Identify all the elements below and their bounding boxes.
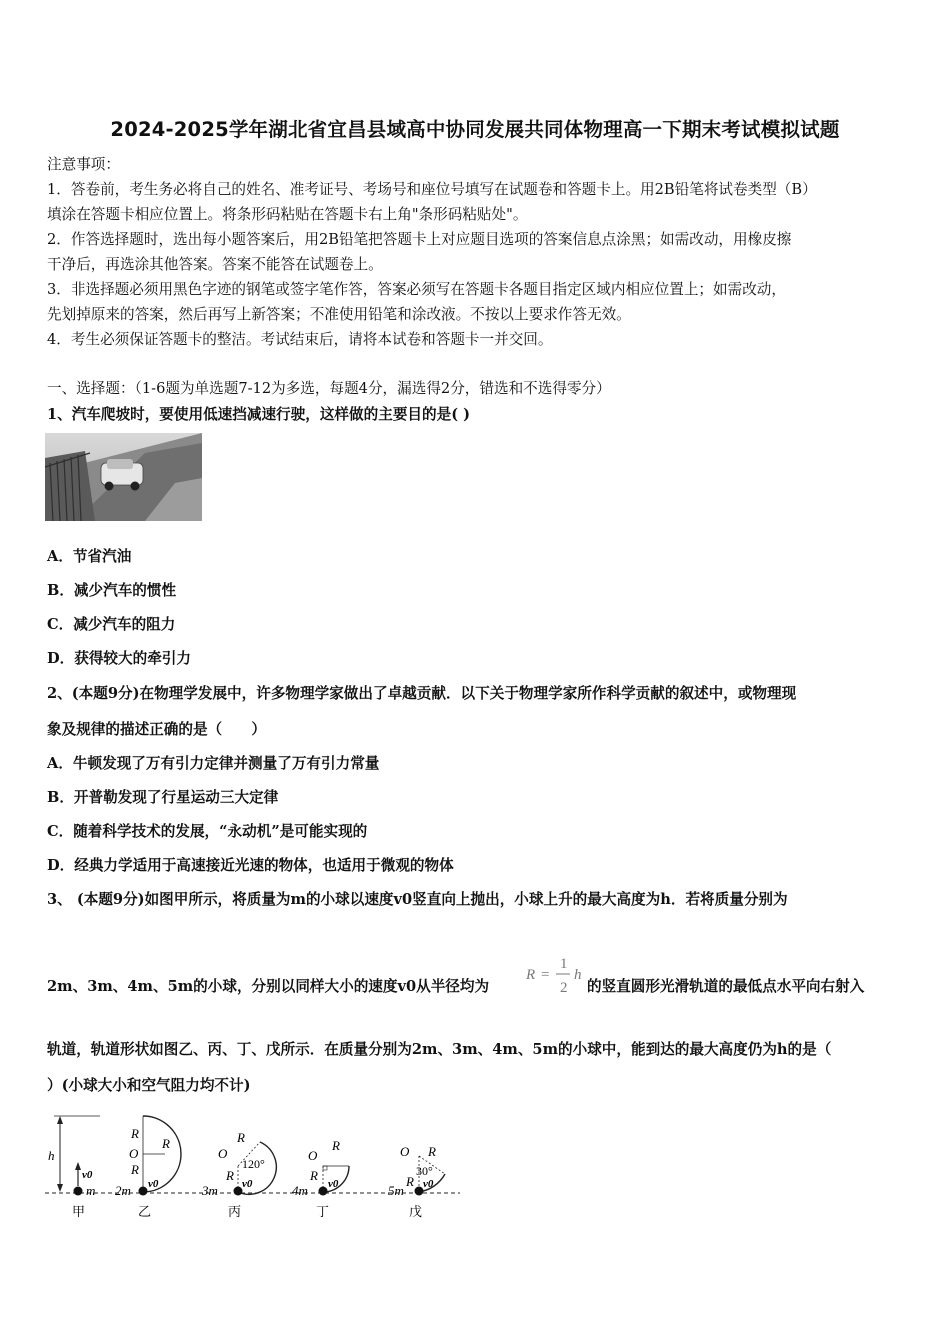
q1-stem: 1、汽车爬坡时，要使用低速挡减速行驶，这样做的主要目的是( )	[47, 406, 471, 423]
fig-O-yi: O	[129, 1146, 139, 1161]
fig-v0-jia: v0	[82, 1169, 93, 1181]
fig-O-ding: O	[308, 1148, 318, 1163]
q3-stem-line1: 3、 (本题9分)如图甲所示，将质量为m的小球以速度v0竖直向上抛出，小球上升的最大高度为h．若将质量分别为	[47, 891, 788, 908]
page-title: 2024-2025学年湖北省宜昌县域高中协同发展共同体物理高一下期末考试模拟试题	[110, 118, 840, 141]
notes-line: 2．作答选择题时，选出每小题答案后，用2B铅笔把答题卡上对应题目选项的答案信息点涂黑；如需改动，用橡皮擦	[47, 231, 792, 248]
fig-angle-bing: 120°	[242, 1157, 265, 1171]
notes-line: 1．答卷前，考生务必将自己的姓名、准考证号、考场号和座位号填写在试题卷和答题卡上。用2B铅笔将试卷类型（B）	[47, 181, 817, 198]
formula-R: R	[526, 967, 536, 983]
fig-R-ding: R	[332, 1138, 340, 1153]
fig-caption-ding: 丁	[316, 1205, 330, 1220]
fig-mass-jia: m	[86, 1183, 96, 1198]
fig-R2-wu: R	[406, 1174, 414, 1189]
radius-formula	[524, 950, 588, 998]
fig-R2-ding: R	[310, 1168, 318, 1183]
fig-R-yi: R	[131, 1126, 139, 1141]
notes-line: 先划掉原来的答案，然后再写上新答案；不准使用铅笔和涂改液。不按以上要求作答无效。	[47, 306, 631, 323]
q2-option-a: A．牛顿发现了万有引力定律并测量了万有引力常量	[47, 755, 380, 772]
fig-O-wu: O	[400, 1144, 410, 1159]
formula-den: 2	[560, 980, 568, 996]
fig-mass-yi: 2m	[115, 1183, 131, 1198]
q1-option-b: B．减少汽车的惯性	[47, 582, 177, 599]
fig-h-label: h	[48, 1148, 55, 1163]
q3-stem-line2b: 的竖直圆形光滑轨道的最低点水平向右射入	[587, 978, 865, 995]
fig-R2-bing: R	[226, 1168, 234, 1183]
fig-R-wu: R	[428, 1144, 436, 1159]
fig-angle-wu: 30°	[416, 1164, 433, 1178]
fig-v0-yi: v0	[148, 1178, 159, 1190]
q3-track-figure	[40, 1108, 470, 1228]
formula-h: h	[574, 967, 582, 983]
q2-stem-line2: 象及规律的描述正确的是（ ）	[47, 721, 266, 738]
fig-v0-bing: v0	[242, 1178, 253, 1190]
fig-mass-wu: 5m	[388, 1183, 404, 1198]
fig-v0-wu: v0	[423, 1178, 434, 1190]
fig-R-bing: R	[237, 1130, 245, 1145]
q1-option-a: A．节省汽油	[47, 548, 132, 565]
q1-option-d: D．获得较大的牵引力	[47, 650, 192, 667]
fig-caption-jia: 甲	[72, 1205, 86, 1220]
fig-mass-bing: 3m	[202, 1183, 218, 1198]
car-uphill-photo	[45, 433, 202, 521]
q3-stem-line3: 轨道，轨道形状如图乙、丙、丁、戊所示．在质量分别为2m、3m、4m、5m的小球中，能到达的最大高度仍为h的是（	[47, 1041, 832, 1058]
section-heading: 一、选择题：（1-6题为单选题7-12为多选，每题4分，漏选得2分，错选和不选得零分）	[47, 380, 611, 397]
notes-heading: 注意事项：	[47, 156, 120, 173]
notes-line: 3．非选择题必须用黑色字迹的钢笔或签字笔作答，答案必须写在答题卡各题目指定区域内相应位置上；如需改动，	[47, 281, 786, 298]
q2-option-d: D．经典力学适用于高速接近光速的物体，也适用于微观的物体	[47, 857, 454, 874]
formula-num: 1	[560, 956, 568, 972]
fig-R3-yi: R	[131, 1162, 139, 1177]
fig-caption-bing: 丙	[228, 1205, 242, 1220]
q2-stem-line1: 2、(本题9分)在物理学发展中，许多物理学家做出了卓越贡献．以下关于物理学家所作科学贡献的叙述中，或物理现	[47, 685, 797, 702]
fig-caption-yi: 乙	[138, 1205, 152, 1220]
fig-mass-ding: 4m	[292, 1183, 308, 1198]
notes-line: 干净后，再选涂其他答案。答案不能答在试题卷上。	[47, 256, 383, 273]
notes-line: 4．考生必须保证答题卡的整洁。考试结束后，请将本试卷和答题卡一并交回。	[47, 331, 553, 348]
q3-stem-line4: ）(小球大小和空气阻力均不计)	[47, 1077, 251, 1094]
fig-caption-wu: 戊	[409, 1205, 423, 1220]
formula-eq: =	[541, 967, 550, 983]
q1-option-c: C．减少汽车的阻力	[47, 616, 176, 633]
q2-option-c: C．随着科学技术的发展，“永动机”是可能实现的	[47, 823, 368, 840]
notes-line: 填涂在答题卡相应位置上。将条形码粘贴在答题卡右上角"条形码粘贴处"。	[47, 206, 528, 223]
fig-R2-yi: R	[162, 1136, 170, 1151]
fig-O-bing: O	[218, 1146, 228, 1161]
fig-v0-ding: v0	[328, 1178, 339, 1190]
q3-stem-line2a: 2m、3m、4m、5m的小球，分别以同样大小的速度v0从半径均为	[47, 978, 490, 995]
q2-option-b: B．开普勒发现了行星运动三大定律	[47, 789, 279, 806]
